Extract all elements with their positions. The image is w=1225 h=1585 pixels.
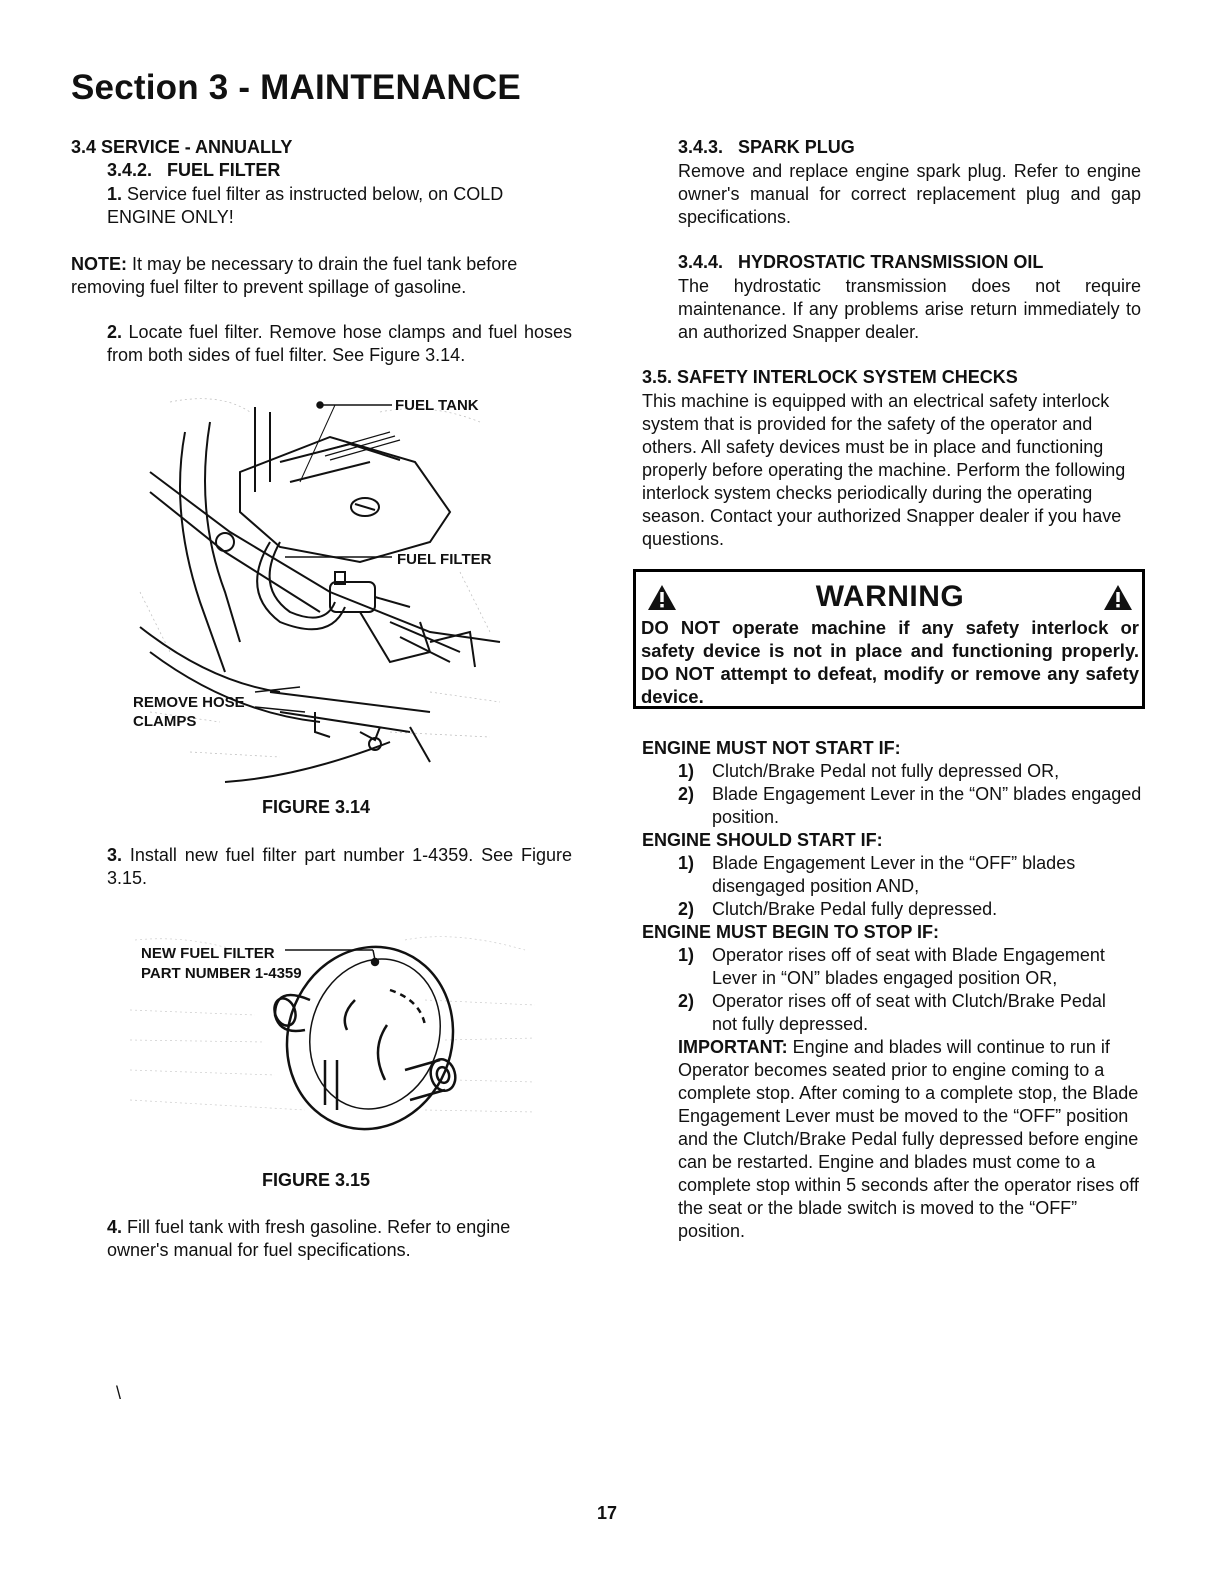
- heading-safety-interlock: 3.5. SAFETY INTERLOCK SYSTEM CHECKS: [642, 367, 1018, 387]
- list-item: 1) Blade Engagement Lever in the “OFF” blades disengaged position AND,: [678, 853, 1076, 896]
- label-new-fuel-filter-line1: NEW FUEL FILTER: [141, 945, 275, 962]
- step-text: Locate fuel filter. Remove hose clamps and fuel hoses from both sides of fuel filter. See Figure 3.14.: [107, 322, 572, 365]
- interlock-checks: [642, 737, 1142, 1243]
- warning-box: [633, 569, 1145, 709]
- list-item: 2) Operator rises off of seat with Clutch/Brake Pedal not fully depressed.: [678, 991, 1106, 1034]
- step-1: [107, 183, 572, 229]
- section-title: Section 3 - MAINTENANCE: [71, 68, 521, 107]
- label-remove-hose-clamps-line1: REMOVE HOSE: [133, 694, 245, 711]
- heading-spark-plug: 3.4.3. SPARK PLUG: [678, 137, 855, 157]
- figure-3-14-caption: FIGURE 3.14: [262, 797, 371, 817]
- safety-interlock-text: This machine is equipped with an electrical safety interlock system that is provided for the safety of the operator and others. All safety devices must be in place and functioning properly before operating the machine. Perform the following interlock system checks periodically during the operating season. Contact your authorized Snapper dealer if you have questions.: [642, 391, 1126, 549]
- important-label: IMPORTANT:: [678, 1037, 788, 1057]
- step-number: 4.: [107, 1217, 123, 1237]
- step-text: Service fuel filter as instructed below, on COLD ENGINE ONLY!: [107, 184, 504, 227]
- note-text: It may be necessary to drain the fuel tank before removing fuel filter to prevent spillage of gasoline.: [71, 254, 518, 297]
- important-text: Engine and blades will continue to run if Operator becomes seated prior to engine coming to a complete stop. After coming to a complete stop, the Blade Engagement Lever must be moved to the “OFF” position and the Clutch/Brake Pedal fully depressed before engine can be restarted. Engine and blades must come to a complete stop within 5 seconds after the operator rises off the seat or the blade switch is moved to the “OFF” position.: [678, 1037, 1139, 1241]
- note-paragraph: [71, 253, 572, 299]
- heading-hydrostatic-oil: 3.4.4. HYDROSTATIC TRANSMISSION OIL: [678, 252, 1044, 272]
- figure-3-15-caption: FIGURE 3.15: [262, 1170, 371, 1190]
- important-note: [642, 1036, 1143, 1243]
- spark-plug-text: Remove and replace engine spark plug. Refer to engine owner's manual for correct replacement plug and gap specifications.: [678, 161, 1141, 227]
- step-number: 1.: [107, 184, 123, 204]
- step-4: [107, 1216, 572, 1262]
- label-fuel-filter: FUEL FILTER: [397, 551, 492, 568]
- step-number: 2.: [107, 322, 123, 342]
- label-remove-hose-clamps-line2: CLAMPS: [133, 713, 197, 730]
- stray-mark: \: [116, 1383, 122, 1403]
- page-number: 17: [597, 1503, 618, 1523]
- label-fuel-tank: FUEL TANK: [395, 397, 479, 414]
- step-3: [107, 844, 572, 890]
- step-2: [107, 321, 572, 367]
- list-item: 2) Clutch/Brake Pedal fully depressed.: [678, 899, 998, 919]
- should-start-heading: ENGINE SHOULD START IF:: [642, 830, 883, 850]
- list-item: 1) Operator rises off of seat with Blade Engagement Lever in “ON” blades engaged position OR,: [678, 945, 1105, 988]
- hydrostatic-oil-text: The hydrostatic transmission does not require maintenance. If any problems arise return immediately to an authorized Snapper dealer.: [678, 276, 1141, 342]
- warning-text: DO NOT operate machine if any safety interlock or safety device is not in place and functioning properly. DO NOT attempt to defeat, modify or remove any safety device.: [641, 617, 1139, 707]
- step-text: Install new fuel filter part number 1-4359. See Figure 3.15.: [107, 845, 572, 888]
- must-not-start-heading: ENGINE MUST NOT START IF:: [642, 738, 901, 758]
- warning-title: WARNING: [815, 580, 965, 613]
- step-number: 3.: [107, 845, 123, 865]
- note-label: NOTE:: [71, 254, 127, 274]
- label-new-fuel-filter-line2: PART NUMBER 1-4359: [141, 965, 302, 982]
- must-stop-heading: ENGINE MUST BEGIN TO STOP IF:: [642, 922, 940, 942]
- step-text: Fill fuel tank with fresh gasoline. Refer to engine owner's manual for fuel specifications.: [107, 1217, 511, 1260]
- heading-fuel-filter: 3.4.2. FUEL FILTER: [107, 160, 281, 180]
- heading-service-annually: 3.4 SERVICE - ANNUALLY: [71, 137, 293, 157]
- figure-3-14-illustration: [130, 392, 505, 792]
- list-item: 1) Clutch/Brake Pedal not fully depressed OR,: [678, 761, 1060, 781]
- list-item: 2) Blade Engagement Lever in the “ON” blades engaged position.: [678, 784, 1142, 827]
- warning-triangle-icon: [1103, 584, 1133, 611]
